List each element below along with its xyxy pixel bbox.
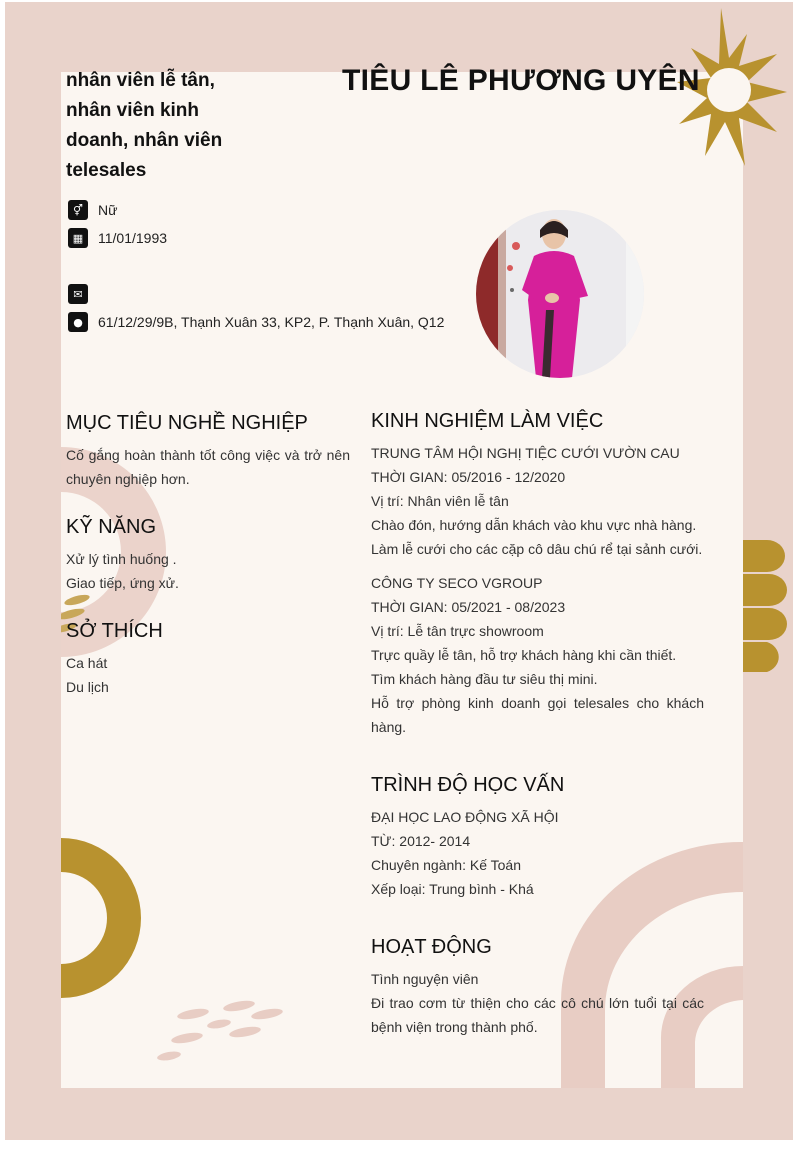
job-time: THỜI GIAN: 05/2021 - 08/2023 (371, 599, 566, 615)
job-duty: Trực quầy lễ tân, hỗ trợ khách hàng khi cần thiết. (371, 647, 677, 663)
gold-stripe-decoration (737, 538, 793, 678)
hobbies-list (66, 651, 350, 699)
hobby-item: Ca hát (66, 655, 108, 671)
gender-icon: ⚥ (68, 200, 88, 220)
avatar-illustration (476, 210, 644, 378)
pink-dash-decoration (157, 998, 287, 1068)
birthday-value: 11/01/1993 (98, 230, 168, 246)
location-pin-icon: ● (68, 312, 88, 332)
education-school: ĐẠI HỌC LAO ĐỘNG XÃ HỘI (371, 809, 559, 825)
experience-list (371, 441, 704, 739)
activity-name: Tình nguyện viên (371, 971, 479, 987)
job-time: THỜI GIAN: 05/2016 - 12/2020 (371, 469, 566, 485)
page-bottom-margin (5, 1140, 793, 1170)
email-row (68, 284, 98, 304)
education-block (371, 805, 704, 901)
activities-block (371, 967, 704, 1039)
address-value: 61/12/29/9B, Thạnh Xuân 33, KP2, P. Thạnh Xuân, Q12 (98, 314, 445, 330)
job-duty: Làm lễ cưới cho các cặp cô dâu chú rể tại sảnh cưới. (371, 541, 703, 557)
gold-ring-decoration (61, 838, 151, 1018)
skills-title: KỸ NĂNG (66, 516, 157, 538)
address-row (68, 312, 444, 332)
hobby-item: Du lịch (66, 679, 109, 695)
objective-title: MỤC TIÊU NGHỀ NGHIỆP (66, 412, 308, 434)
hobbies-title: SỞ THÍCH (66, 620, 163, 642)
activity-desc: Đi trao cơm từ thiện cho các cô chú lớn tuổi tại các bệnh viện trong thành phố. (371, 995, 704, 1035)
skill-item: Giao tiếp, ứng xử. (66, 575, 179, 591)
job-headline: nhân viên lễ tân, nhân viên kinh doanh, nhân viên telesales (66, 70, 223, 181)
birthday-row (68, 228, 167, 248)
education-period: TỪ: 2012- 2014 (371, 833, 471, 849)
job-position: Vị trí: Lễ tân trực showroom (371, 623, 544, 639)
job-position: Vị trí: Nhân viên lễ tân (371, 493, 509, 509)
education-grade: Xếp loại: Trung bình - Khá (371, 881, 534, 897)
cake-icon: ▦ (68, 228, 88, 248)
skills-list (66, 547, 350, 595)
activities-title: HOẠT ĐỘNG (371, 936, 492, 958)
education-title: TRÌNH ĐỘ HỌC VẤN (371, 774, 565, 796)
job-duty: Tìm khách hàng đầu tư siêu thị mini. (371, 671, 598, 687)
gender-value: Nữ (98, 202, 118, 218)
education-major: Chuyên ngành: Kế Toán (371, 857, 521, 873)
experience-title: KINH NGHIỆM LÀM VIỆC (371, 410, 604, 432)
candidate-name: TIÊU LÊ PHƯƠNG UYÊN (342, 64, 700, 97)
job-company: TRUNG TÂM HỘI NGHỊ TIỆC CƯỚI VƯỜN CAU (371, 445, 680, 461)
job-company: CÔNG TY SECO VGROUP (371, 575, 543, 591)
objective-text: Cố gắng hoàn thành tốt công việc và trở nên chuyên nghiệp hơn. (66, 447, 350, 487)
skill-item: Xử lý tình huống . (66, 551, 177, 567)
mail-icon: ✉ (68, 284, 88, 304)
gender-row (68, 200, 117, 220)
job-duty: Hỗ trợ phòng kinh doanh gọi telesales cho khách hàng. (371, 695, 704, 735)
avatar-photo (476, 210, 644, 378)
job-duty: Chào đón, hướng dẫn khách vào khu vực nhà hàng. (371, 517, 697, 533)
